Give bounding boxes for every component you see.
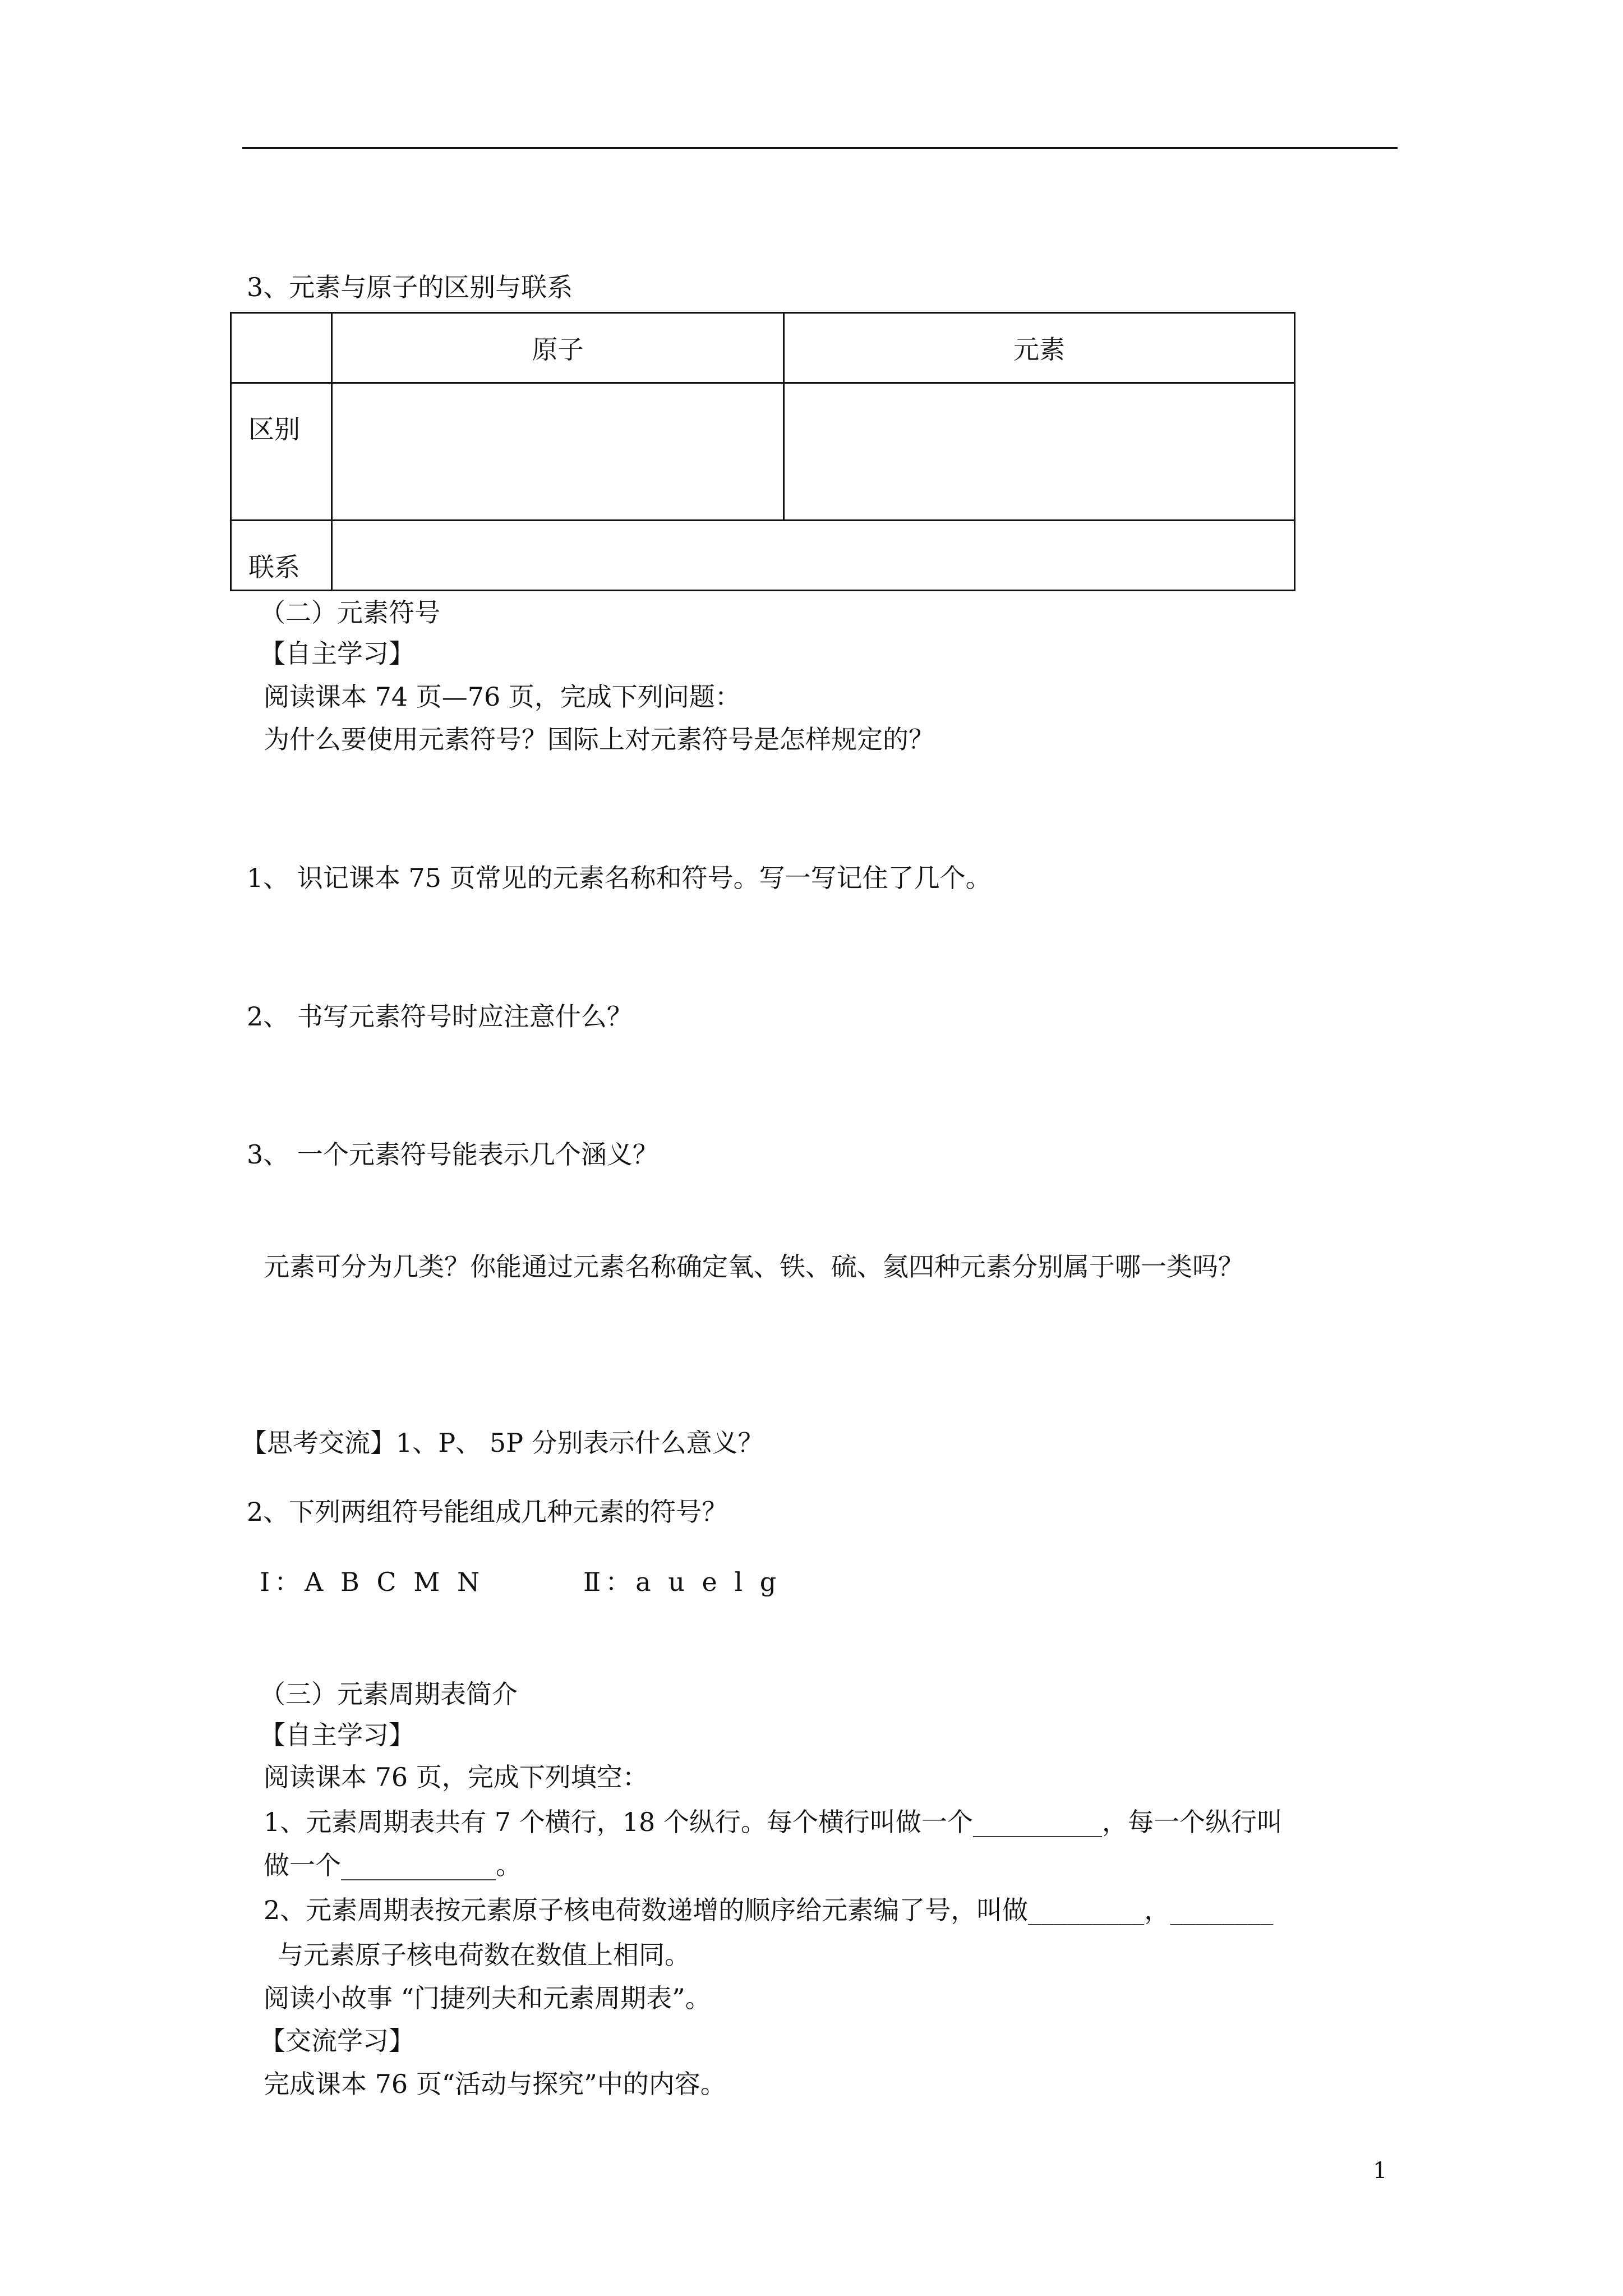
row-label-difference: 区别 bbox=[231, 383, 332, 521]
table-corner-cell bbox=[231, 313, 332, 383]
header-rule bbox=[242, 147, 1398, 149]
section2-title: （二）元素符号 bbox=[260, 597, 440, 628]
fill-in-1-text-d: 。 bbox=[496, 1850, 522, 1880]
fill-in-1-text-b: ，每一个纵行叫 bbox=[1101, 1807, 1283, 1837]
cell-relation bbox=[332, 521, 1295, 591]
section2-question: 为什么要使用元素符号？国际上对元素符号是怎样规定的？ bbox=[264, 724, 934, 754]
cell-atom-difference bbox=[332, 383, 784, 521]
fill-in-2-blank-1[interactable]: _________ bbox=[1028, 1895, 1145, 1925]
heading-3: 3、元素与原子的区别与联系 bbox=[247, 272, 573, 302]
page-number: 1 bbox=[1373, 2158, 1387, 2184]
fill-in-2-blank-2[interactable]: ________ bbox=[1170, 1895, 1274, 1925]
fill-in-2-continued: 与元素原子核电荷数在数值上相同。 bbox=[278, 1940, 690, 1970]
section2-reading: 阅读课本 74 页—76 页，完成下列问题： bbox=[264, 682, 741, 712]
symbol-group-2: Ⅱ：a u e l g bbox=[583, 1567, 781, 1597]
fill-in-2-text-a: 2、元素周期表按元素原子核电荷数递增的顺序给元素编了号，叫做 bbox=[264, 1895, 1029, 1925]
discussion-2: 2、下列两组符号能组成几种元素的符号？ bbox=[247, 1497, 728, 1527]
question-3: 3、 一个元素符号能表示几个涵义？ bbox=[247, 1139, 658, 1170]
cell-element-difference bbox=[784, 383, 1295, 521]
exchange-study: 【交流学习】 bbox=[260, 2026, 414, 2056]
comparison-table bbox=[230, 312, 1295, 591]
fill-in-1 bbox=[264, 1805, 1283, 1839]
row-label-relation: 联系 bbox=[231, 521, 332, 591]
col-header-element: 元素 bbox=[784, 313, 1295, 383]
symbol-group-1: Ⅰ：A B C M N bbox=[260, 1567, 485, 1597]
section3-title: （三）元素周期表简介 bbox=[260, 1679, 518, 1709]
section3-self-study: 【自主学习】 bbox=[260, 1720, 414, 1750]
fill-in-2 bbox=[264, 1893, 1273, 1927]
fill-in-1-blank-2[interactable]: ____________ bbox=[341, 1850, 496, 1880]
col-header-atom: 原子 bbox=[332, 313, 784, 383]
story-reading: 阅读小故事 “门捷列夫和元素周期表”。 bbox=[264, 1983, 711, 2013]
question-2: 2、 书写元素符号时应注意什么？ bbox=[247, 1001, 633, 1032]
question-1: 1、 识记课本 75 页常见的元素名称和符号。写一写记住了几个。 bbox=[247, 863, 992, 893]
fill-in-1-text-c: 做一个 bbox=[264, 1850, 341, 1880]
question-4: 元素可分为几类？你能通过元素名称确定氧、铁、硫、氦四种元素分别属于哪一类吗？ bbox=[264, 1251, 1244, 1282]
fill-in-1-text-a: 1、元素周期表共有 7 个横行，18 个纵行。每个横行叫做一个 bbox=[264, 1807, 973, 1837]
fill-in-1-blank-1[interactable]: __________ bbox=[972, 1807, 1102, 1837]
discussion-1: 【思考交流】1、P、 5P 分别表示什么意义？ bbox=[241, 1428, 764, 1458]
activity: 完成课本 76 页“活动与探究”中的内容。 bbox=[264, 2069, 726, 2099]
section2-self-study: 【自主学习】 bbox=[260, 638, 414, 669]
fill-in-1-continued bbox=[264, 1848, 522, 1882]
section3-reading: 阅读课本 76 页，完成下列填空： bbox=[264, 1762, 648, 1792]
fill-in-2-text-b: ， bbox=[1144, 1895, 1170, 1925]
